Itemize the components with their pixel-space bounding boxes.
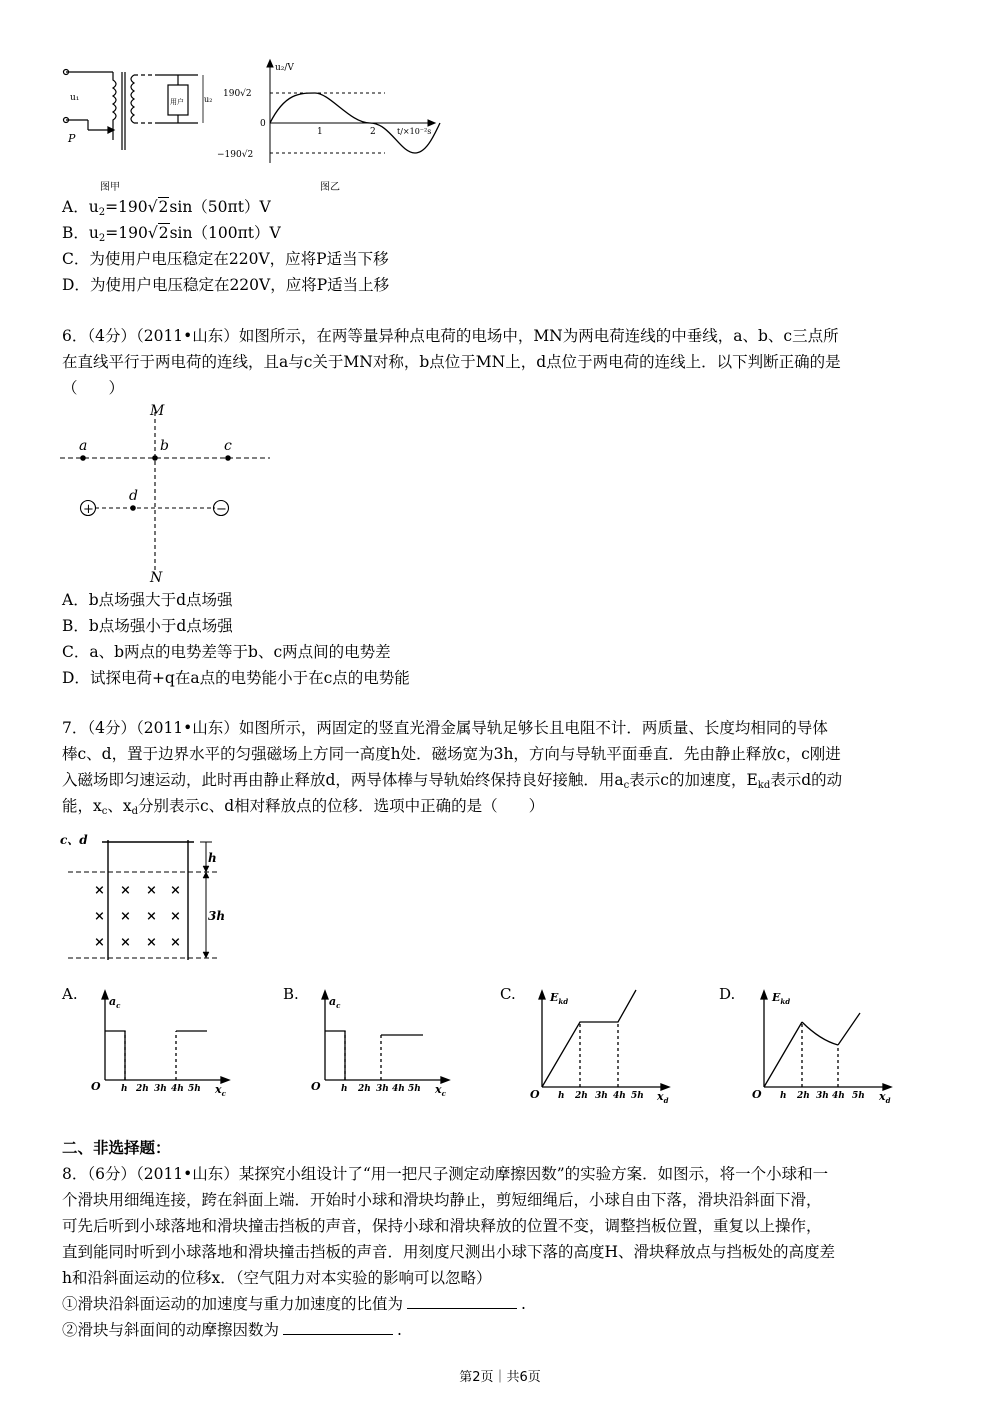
svg-text:O: O (752, 1088, 762, 1101)
q7-stem-1: 7．（4分）（2011•山东）如图所示，两固定的竖直光滑金属导轨足够长且电阻不计．两质量、长度均相同的导体 (62, 719, 828, 737)
q8-line-5: h和沿斜面运动的位移x．（空气阻力对本实验的影响可以忽略） (62, 1269, 492, 1287)
svg-text:5h: 5h (631, 1091, 644, 1101)
3h-label: 3h (208, 909, 226, 923)
svg-text:4h: 4h (832, 1091, 845, 1101)
fig-jia-caption: 图甲 (100, 182, 120, 193)
svg-text:h: h (341, 1084, 348, 1094)
svg-text:5h: 5h (852, 1091, 865, 1101)
q7-option-b-letter: B. (283, 985, 299, 1003)
q8-line-2: 个滑块用细绳连接，跨在斜面上端．开始时小球和滑块均静止，剪短细绳后，小球自由下落，滑块沿斜面下滑， (62, 1191, 822, 1209)
p-label: P (68, 132, 76, 145)
svg-text:×: × (120, 909, 131, 924)
svg-text:xc: $x_c$ (435, 1083, 446, 1098)
svg-text:O: O (311, 1080, 321, 1093)
q8-line-4: 直到能同时听到小球落地和滑块撞击挡板的声音．用刻度尺测出小球下落的高度H、滑块释放点与挡板处的高度差 (62, 1243, 836, 1261)
svg-text:Ekd: $E_{kd}$ (772, 991, 791, 1006)
q7-stem-4: 能，$x_c$、$x_d$分别表示c、d相对释放点的位移．选项中正确的是（ ） (62, 797, 545, 817)
svg-text:h: h (558, 1091, 565, 1101)
q6-option-a: A．b点场强大于d点场强 (62, 591, 233, 609)
origin-label: 0 (260, 119, 266, 129)
transformer-figure (58, 60, 218, 170)
plus-charge: + (83, 502, 94, 517)
svg-text:2h: 2h (136, 1084, 149, 1094)
svg-text:×: × (94, 883, 105, 898)
q7-graph-b (305, 985, 465, 1100)
q5-option-b: B．$u_2=190√2\sin(100\pi t)V$ (62, 224, 281, 244)
svg-text:5h: 5h (188, 1084, 201, 1094)
minus-charge: − (216, 502, 227, 517)
q7-option-d-letter: D. (719, 985, 736, 1003)
u1-label: u₁ (70, 93, 80, 103)
svg-text:2h: 2h (358, 1084, 371, 1094)
answer-blank-2[interactable] (283, 1320, 393, 1335)
yaxis-label: u₂/V (275, 63, 294, 73)
svg-text:h: h (780, 1091, 787, 1101)
svg-text:ac: $a_c$ (329, 995, 341, 1010)
svg-text:ac: $a_c$ (109, 995, 121, 1010)
svg-text:3h: 3h (816, 1091, 829, 1101)
svg-text:×: × (94, 909, 105, 924)
q7-option-a-letter: A. (62, 985, 78, 1003)
u2-label: u₂ (204, 95, 213, 104)
q8-item-1: ①滑块沿斜面运动的加速度与重力加速度的比值为 . (62, 1295, 526, 1313)
cd-label: c、d (60, 833, 88, 847)
q6-option-d: D．试探电荷+q在a点的电势能小于在c点的电势能 (62, 669, 410, 687)
label-c: c (224, 438, 232, 454)
rails-field-figure (58, 830, 228, 970)
tick-2: 2 (370, 127, 376, 137)
q7-graph-d (742, 985, 907, 1105)
svg-text:×: × (170, 883, 181, 898)
sine-graph (215, 58, 445, 168)
svg-text:xd: $x_d$ (657, 1090, 669, 1105)
bottom-label: −190√2 (217, 150, 254, 160)
svg-text:×: × (146, 883, 157, 898)
svg-text:×: × (170, 909, 181, 924)
h-label: h (208, 851, 217, 865)
q8-line-3: 可先后听到小球落地和滑块撞击挡板的声音，保持小球和滑块释放的位置不变，调整挡板位置，重复以上操作， (62, 1217, 822, 1235)
svg-text:×: × (120, 935, 131, 950)
q7-stem-2: 棒c、d，置于边界水平的匀强磁场上方同一高度h处．磁场宽为3h，方向与导轨平面垂直．先由静止释放c，c刚进 (62, 745, 841, 763)
fig-yi-caption: 图乙 (320, 182, 340, 193)
svg-text:5h: 5h (408, 1084, 421, 1094)
label-d: d (129, 488, 138, 504)
label-b: b (160, 438, 169, 454)
q7-graph-a (85, 985, 245, 1100)
svg-text:×: × (146, 909, 157, 924)
top-label: 190√2 (223, 89, 252, 99)
q7-graph-c (520, 985, 685, 1105)
svg-text:O: O (91, 1080, 101, 1093)
q6-stem-3: （ ） (62, 379, 125, 397)
svg-text:×: × (146, 935, 157, 950)
section-2-title: 二、非选择题： (62, 1139, 171, 1157)
q8-item-2: ②滑块与斜面间的动摩擦因数为 . (62, 1321, 402, 1339)
svg-text:3h: 3h (154, 1084, 167, 1094)
svg-text:4h: 4h (392, 1084, 405, 1094)
svg-text:2h: 2h (797, 1091, 810, 1101)
label-a: a (79, 438, 88, 454)
q6-stem-1: 6．（4分）（2011•山东）如图所示，在两等量异种点电荷的电场中，MN为两电荷连线的中垂线，a、b、c三点所 (62, 327, 839, 345)
svg-text:h: h (121, 1084, 128, 1094)
svg-text:xc: $x_c$ (215, 1083, 226, 1098)
load-label: 用户 (170, 98, 184, 106)
answer-blank-1[interactable] (407, 1294, 517, 1309)
tick-1: 1 (317, 127, 323, 137)
xaxis-label: t/×10⁻²s (397, 127, 432, 136)
svg-text:×: × (170, 935, 181, 950)
svg-text:×: × (120, 883, 131, 898)
q7-stem-3: 入磁场即匀速运动，此时再由静止释放d，两导体棒与导轨始终保持良好接触．用$a_c$表示c的加速度，$E_{kd}$表示d的动 (62, 771, 843, 791)
svg-text:3h: 3h (376, 1084, 389, 1094)
svg-text:Ekd: $E_{kd}$ (550, 991, 569, 1006)
q5-option-d: D．为使用户电压稳定在220V，应将P适当上移 (62, 276, 390, 294)
q6-option-b: B．b点场强小于d点场强 (62, 617, 233, 635)
svg-text:xd: $x_d$ (879, 1090, 891, 1105)
svg-text:3h: 3h (595, 1091, 608, 1101)
svg-text:4h: 4h (613, 1091, 626, 1101)
svg-text:×: × (94, 935, 105, 950)
q5-option-c: C．为使用户电压稳定在220V，应将P适当下移 (62, 250, 389, 268)
svg-text:2h: 2h (575, 1091, 588, 1101)
label-N: N (150, 570, 163, 585)
q7-option-c-letter: C. (500, 985, 516, 1003)
label-M: M (150, 403, 165, 419)
q5-option-a: A．$u_2=190√2\sin(50\pi t)V$ (62, 198, 271, 218)
svg-text:O: O (530, 1088, 540, 1101)
q6-stem-2: 在直线平行于两电荷的连线，且a与c关于MN对称，b点位于MN上，d点位于两电荷的连线上．以下判断正确的是 (62, 353, 841, 371)
page-footer: 第2页｜共6页 (459, 1370, 541, 1385)
charge-field-figure (55, 400, 285, 585)
q8-line-1: 8．（6分）（2011•山东）某探究小组设计了“用一把尺子测定动摩擦因数”的实验方案．如图示，将一个小球和一 (62, 1165, 829, 1183)
q6-option-c: C．a、b两点的电势差等于b、c两点间的电势差 (62, 643, 391, 661)
svg-text:4h: 4h (171, 1084, 184, 1094)
